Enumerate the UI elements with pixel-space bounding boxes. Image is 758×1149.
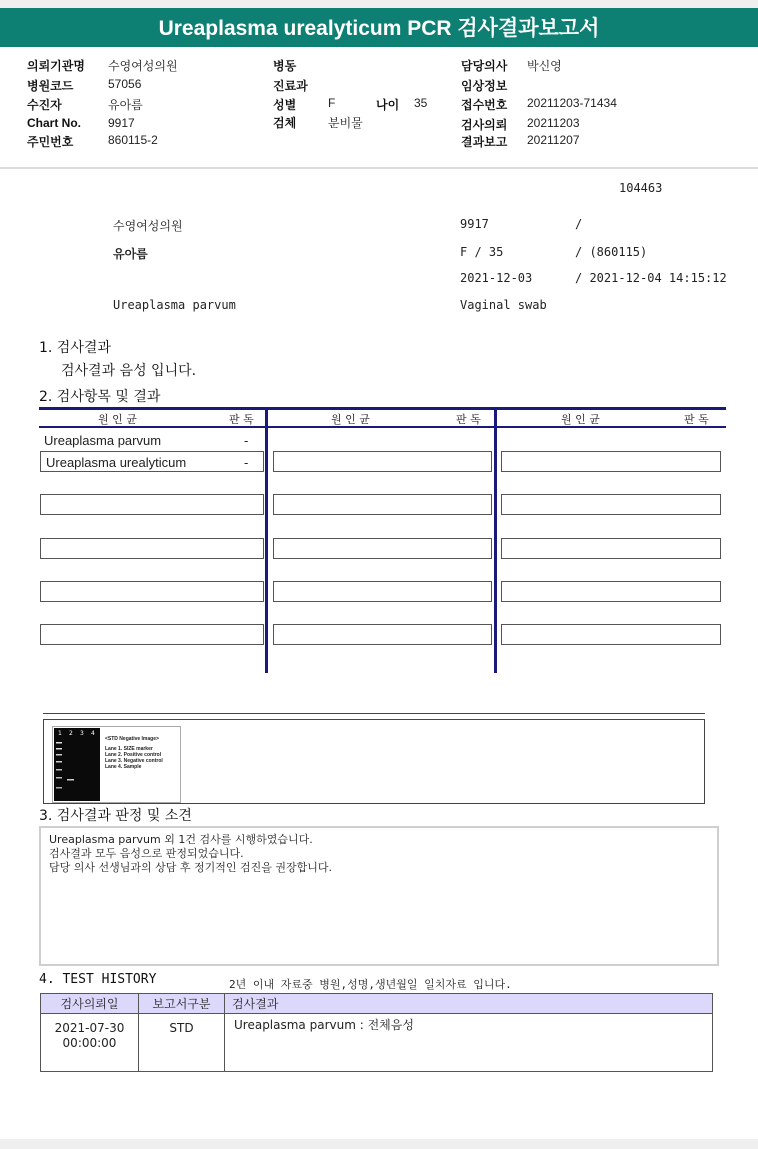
result-row-value: - [244,455,249,470]
result-cell [501,538,721,559]
gel-image [52,726,181,803]
comment-line: Ureaplasma parvum 외 1건 검사를 시행하였습니다. [49,833,313,846]
label-department: 진료과 [273,79,308,93]
lane-number: 2 [69,730,73,737]
result-row-name: Ureaplasma parvum [44,433,162,448]
table-divider-2 [494,407,497,673]
gel-legend [105,736,163,770]
label-report-date: 결과보고 [461,135,508,149]
doc-patient: 유아름 [113,247,148,261]
col-header-result-1: 판 독 [229,413,254,426]
result-cell [40,451,264,472]
result-cell [40,624,264,645]
lane-number: 3 [80,730,84,737]
result-row-name: Ureaplasma urealyticum [46,455,187,470]
section2-title: 2. 검사항목 및 결과 [39,389,161,405]
value-doctor: 박신영 [527,59,562,73]
history-col-type: 보고서구분 [139,994,225,1014]
table-header-line [39,426,726,428]
gel-legend-line: Lane 4. Sample [105,764,142,770]
label-age: 나이 [376,98,400,112]
section3-title: 3. 검사결과 판정 및 소견 [39,808,192,824]
result-cell [273,451,492,472]
label-clinical-info: 임상정보 [461,79,508,93]
result-cell [273,581,492,602]
doc-number: 104463 [619,181,663,195]
doc-hospital: 수영여성의원 [113,219,183,233]
gel-legend-title: <STD Negative Image> [105,736,159,742]
value-request-date: 20211203 [527,116,580,130]
doc-slash: / [575,217,583,231]
lane-number: 4 [91,730,95,737]
history-date-cell [41,1014,139,1072]
result-cell [40,581,264,602]
table-top-line [39,407,726,410]
value-chart-no: 9917 [108,116,135,130]
result-cell [273,494,492,515]
history-note: 2년 이내 자료중 병원,성명,생년월일 일치자료 입니다. [229,978,512,991]
value-patient: 유아름 [108,98,143,112]
result-cell [501,451,721,472]
comment-box [39,826,719,966]
value-report-date: 20211207 [527,133,580,147]
label-specimen: 검체 [273,116,297,130]
gel-panel [43,719,705,804]
table-row [41,1014,713,1072]
value-age: 35 [414,96,428,110]
result-cell [273,538,492,559]
comment-line: 담당 의사 선생님과의 상담 후 정기적인 검진을 권장합니다. [49,861,332,874]
history-result: Ureaplasma parvum : 전체음성 [225,1014,713,1072]
label-sex: 성별 [273,98,297,112]
value-hospital-code: 57056 [108,77,142,91]
label-institution: 의뢰기관명 [27,59,85,73]
doc-specimen: Vaginal swab [460,298,547,312]
section1-title: 1. 검사결과 [39,340,111,356]
result-cell [40,538,264,559]
bottom-strip [0,1139,758,1149]
col-header-result-2: 판 독 [456,413,481,426]
doc-birth: / (860115) [575,245,648,259]
comment-line: 검사결과 모두 음성으로 판정되었습니다. [49,847,244,860]
report-title: Ureaplasma urealyticum PCR 검사결과보고서 [0,8,758,47]
value-resident-no: 860115-2 [108,133,158,147]
col-header-pathogen-3: 원 인 균 [561,413,600,426]
gel-legend-line: Lane 1. SIZE marker [105,746,153,752]
lane-number: 1 [58,730,62,737]
result-cell [501,494,721,515]
doc-test-name: Ureaplasma parvum [113,298,236,312]
label-doctor: 담당의사 [461,59,508,73]
col-header-result-3: 판 독 [684,413,709,426]
gel-top-line [43,713,705,714]
label-hospital-code: 병원코드 [27,79,74,93]
table-divider-1 [265,407,268,673]
label-receipt-no: 접수번호 [461,98,508,112]
section4-title: 4. TEST HISTORY [39,972,157,987]
result-cell [40,494,264,515]
history-table [40,993,713,1072]
gel-bands [54,728,100,801]
result-cell [273,624,492,645]
col-header-pathogen-2: 원 인 균 [331,413,370,426]
label-request-date: 검사의뢰 [461,118,508,132]
label-resident-no: 주민번호 [27,135,74,149]
history-time: 00:00:00 [62,1036,117,1050]
gel-legend-line: Lane 2. Positive control [105,752,162,758]
doc-date-reported: / 2021-12-04 14:15:12 [575,271,727,285]
label-ward: 병동 [273,59,297,73]
value-specimen: 분비물 [328,116,363,130]
doc-chart: 9917 [460,217,489,231]
gel-legend-line: Lane 3. Negative control [105,758,163,764]
result-cell [501,581,721,602]
history-col-date: 검사의뢰일 [41,994,139,1014]
doc-date-received: 2021-12-03 [460,271,533,285]
gel-lanes [54,728,100,801]
header-divider [0,167,758,169]
value-receipt-no: 20211203-71434 [527,96,617,110]
label-patient: 수진자 [27,98,62,112]
top-strip [0,0,758,8]
section1-text: 검사결과 음성 입니다. [61,363,197,379]
label-chart-no: Chart No. [27,116,81,130]
value-institution: 수영여성의원 [108,59,178,73]
history-date: 2021-07-30 [54,1021,125,1035]
value-sex: F [328,96,336,110]
result-cell [501,624,721,645]
col-header-pathogen-1: 원 인 균 [98,413,137,426]
history-col-result: 검사결과 [225,994,713,1014]
history-type: STD [139,1014,225,1072]
doc-sex-age: F / 35 [460,245,504,259]
result-row-value: - [244,433,249,448]
history-header-row [41,994,713,1014]
